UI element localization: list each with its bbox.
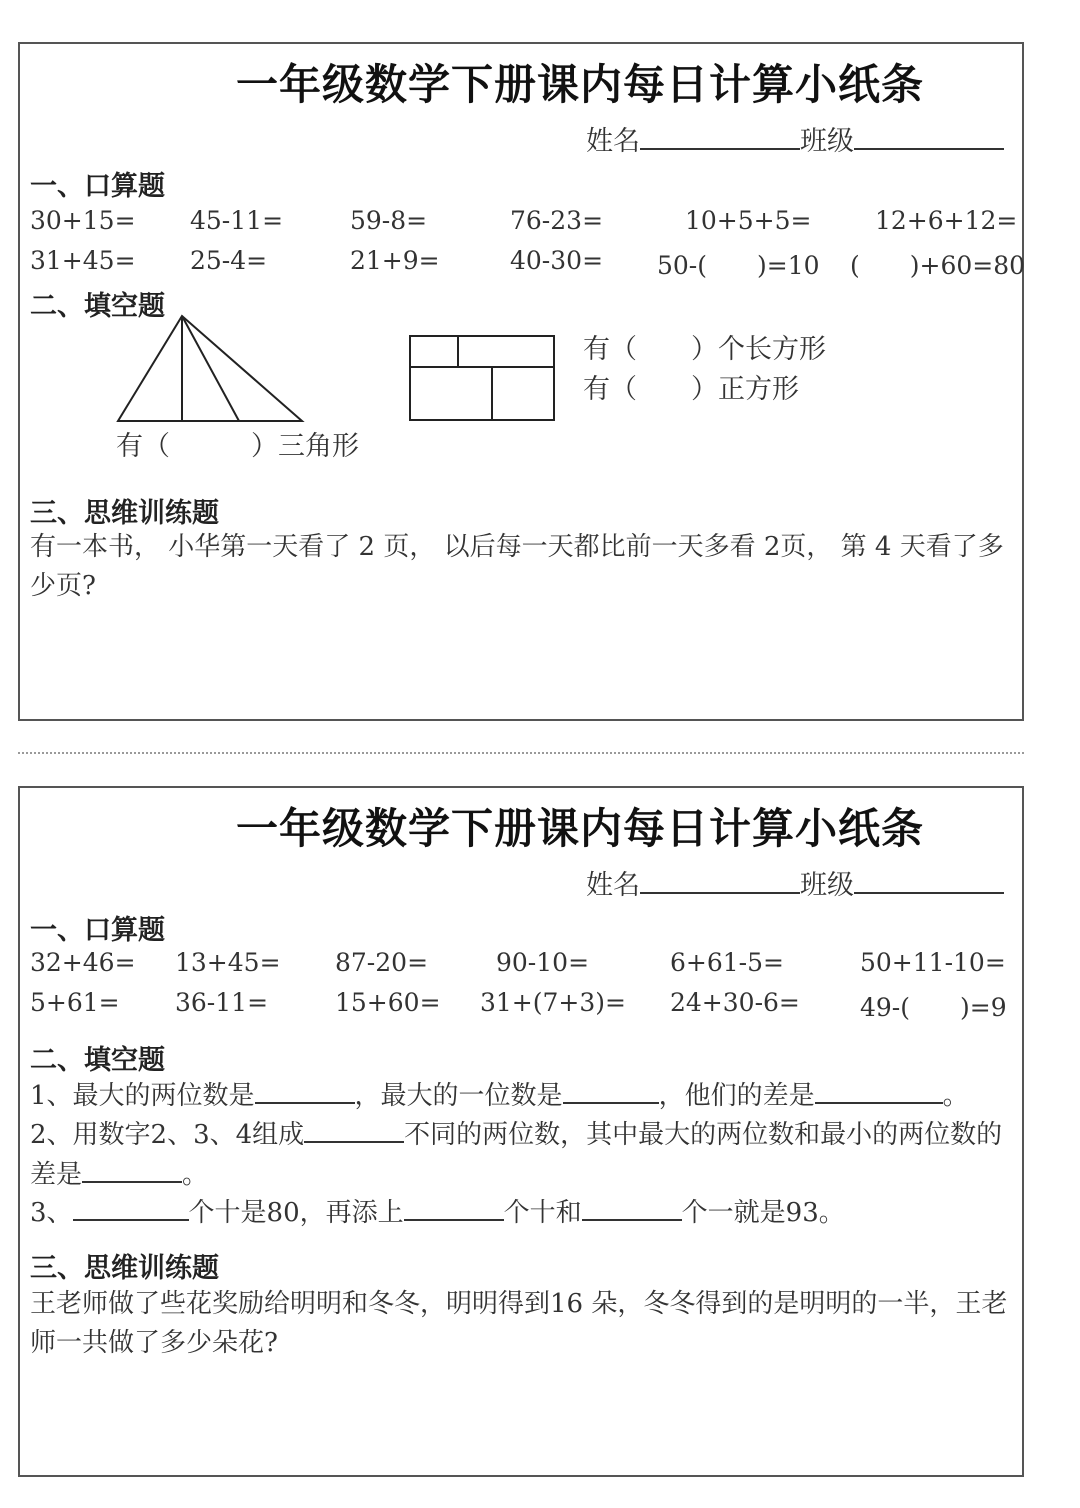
answer-blank[interactable]: [582, 1193, 682, 1221]
class-label: 班级: [800, 126, 854, 157]
square-count-prompt: 有（ ）正方形: [583, 374, 799, 405]
word-problem: 有一本书， 小华第一天看了 2 页， 以后每一天都比前一天多看 2页， 第 4 天看了多少页?: [30, 532, 1004, 601]
problem: 13+45=: [175, 948, 281, 977]
fill-text: 个十是80，再添上: [188, 1198, 404, 1228]
section-fill-blank: 二、填空题: [30, 291, 165, 322]
problem: 31+(7+3)=: [480, 988, 626, 1017]
name-label: 姓名: [586, 870, 640, 901]
fill-text: ，最大的一位数是: [354, 1081, 563, 1111]
problem: 15+60=: [335, 988, 441, 1017]
answer-blank[interactable]: [563, 1076, 659, 1104]
problem: 12+6+12=: [875, 206, 1018, 235]
fill-text: 。: [182, 1160, 209, 1190]
triangle-figure: [112, 310, 308, 426]
problem: 5+61=: [30, 988, 120, 1017]
fill-text: ，他们的差是: [658, 1081, 815, 1111]
problem: 30+15=: [30, 206, 136, 235]
fill-text: 个十和: [503, 1198, 582, 1228]
problem: 45-11=: [190, 206, 284, 235]
rectangle-count-prompt: 有（ ）个长方形: [583, 334, 826, 365]
worksheet-card-2: [18, 786, 1024, 1477]
problem: 25-4=: [190, 246, 268, 275]
section-mental-math: 一、口算题: [30, 915, 165, 946]
fill-text: 。: [942, 1081, 969, 1111]
answer-blank[interactable]: [82, 1155, 182, 1183]
problem: 40-30=: [510, 246, 604, 275]
problem: 10+5+5=: [685, 206, 812, 235]
fill-blank-3: [30, 1193, 1020, 1233]
fill-blank-1: [30, 1076, 1020, 1116]
fill-text: 3、: [30, 1198, 73, 1228]
fill-blank-2: [30, 1115, 1020, 1195]
fill-text: 个一就是93。: [681, 1198, 845, 1228]
problem: 50-( )=10: [657, 251, 820, 280]
problem: 36-11=: [175, 988, 269, 1017]
problem: 21+9=: [350, 246, 440, 275]
answer-blank[interactable]: [304, 1115, 404, 1143]
fill-text: 2、用数字2、3、4组成: [30, 1120, 305, 1150]
problem: 90-10=: [496, 948, 590, 977]
answer-blank[interactable]: [815, 1076, 943, 1104]
section-mental-math: 一、口算题: [30, 171, 165, 202]
problem: 76-23=: [510, 206, 604, 235]
rectangle-figure: [408, 334, 558, 424]
problem: ( )+60=80: [850, 251, 1026, 280]
name-field[interactable]: [640, 124, 800, 150]
fill-text: 不同的两位数，其中最大的两位数和最小的两位数的差是: [30, 1120, 1003, 1190]
fill-text: 1、最大的两位数是: [30, 1081, 255, 1111]
name-class-row: [586, 863, 1004, 902]
class-label: 班级: [800, 870, 854, 901]
problem: 32+46=: [30, 948, 136, 977]
name-field[interactable]: [640, 868, 800, 894]
class-field[interactable]: [854, 124, 1004, 150]
problem: 59-8=: [350, 206, 428, 235]
cut-line: [18, 752, 1024, 754]
worksheet-card-1: [18, 42, 1024, 721]
problem: 50+11-10=: [860, 948, 1006, 977]
word-problem: 王老师做了些花奖励给明明和冬冬，明明得到16 朵，冬冬得到的是明明的一半，王老师一共做了多少朵花?: [30, 1289, 1008, 1358]
name-class-row: [586, 119, 1004, 158]
worksheet-title: 一年级数学下册课内每日计算小纸条: [235, 60, 924, 109]
section-thinking: 三、思维训练题: [30, 498, 219, 529]
problem: 49-( )=9: [860, 993, 1007, 1022]
name-label: 姓名: [586, 126, 640, 157]
problem: 6+61-5=: [670, 948, 784, 977]
triangle-count-prompt: 有（ ）三角形: [116, 431, 359, 462]
answer-blank[interactable]: [73, 1193, 189, 1221]
section-thinking: 三、思维训练题: [30, 1253, 219, 1284]
triangle-inner-line: [182, 316, 239, 421]
problem: 31+45=: [30, 246, 136, 275]
problem: 24+30-6=: [670, 988, 800, 1017]
answer-blank[interactable]: [404, 1193, 504, 1221]
section-fill-blank: 二、填空题: [30, 1045, 165, 1076]
outer-rectangle: [410, 336, 554, 420]
worksheet-title: 一年级数学下册课内每日计算小纸条: [235, 804, 924, 853]
problem: 87-20=: [335, 948, 429, 977]
class-field[interactable]: [854, 868, 1004, 894]
answer-blank[interactable]: [255, 1076, 355, 1104]
